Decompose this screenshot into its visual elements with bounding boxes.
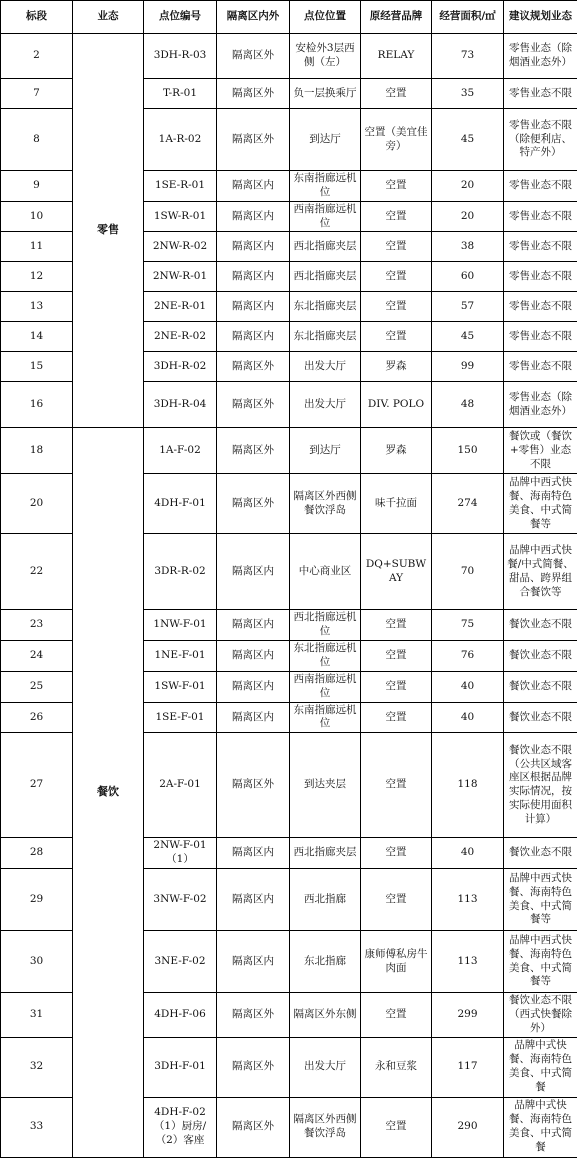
area-cell: 45	[432, 322, 504, 352]
zone-cell: 隔离区内	[217, 171, 290, 202]
site-code-cell: 2NE-R-02	[144, 322, 217, 352]
plan-cell: 零售业态（除烟酒业态外）	[504, 382, 577, 428]
zone-cell: 隔离区外	[217, 79, 290, 109]
plan-cell: 零售业态不限	[504, 79, 577, 109]
zone-cell: 隔离区外	[217, 733, 290, 838]
brand-cell: DIV. POLO	[361, 382, 432, 428]
location-cell: 中心商业区	[290, 534, 361, 610]
location-cell: 西北指廊夹层	[290, 838, 361, 869]
location-cell: 到达厅	[290, 109, 361, 171]
site-code-cell: 3DR-R-02	[144, 534, 217, 610]
area-cell: 75	[432, 610, 504, 641]
plan-cell: 餐饮或（餐饮+零售）业态不限	[504, 428, 577, 474]
brand-cell: 味千拉面	[361, 474, 432, 534]
site-code-cell: 4DH-F-06	[144, 993, 217, 1038]
plan-cell: 品牌中式快餐、海南特色美食、中式简餐	[504, 1037, 577, 1097]
site-code-cell: 3DH-R-02	[144, 352, 217, 382]
plan-cell: 零售业态不限（除便利店、特产外）	[504, 109, 577, 171]
site-code-cell: 1A-R-02	[144, 109, 217, 171]
area-cell: 35	[432, 79, 504, 109]
segment-cell: 31	[1, 993, 73, 1038]
site-code-cell: 3DH-R-04	[144, 382, 217, 428]
brand-cell: 永和豆浆	[361, 1037, 432, 1097]
site-code-cell: 2NE-R-01	[144, 292, 217, 322]
header-plan: 建议规划业态	[504, 1, 577, 34]
plan-cell: 零售业态不限	[504, 201, 577, 232]
segment-cell: 24	[1, 641, 73, 672]
brand-cell: 空置	[361, 838, 432, 869]
zone-cell: 隔离区内	[217, 869, 290, 931]
segment-cell: 32	[1, 1037, 73, 1097]
segment-cell: 8	[1, 109, 73, 171]
site-code-cell: 1SE-R-01	[144, 171, 217, 202]
zone-cell: 隔离区内	[217, 292, 290, 322]
zone-cell: 隔离区内	[217, 641, 290, 672]
site-code-cell: 2A-F-01	[144, 733, 217, 838]
brand-cell: DQ+SUBWAY	[361, 534, 432, 610]
zone-cell: 隔离区外	[217, 352, 290, 382]
zone-cell: 隔离区外	[217, 34, 290, 79]
location-cell: 西南指廊远机位	[290, 671, 361, 702]
location-cell: 隔离区外东侧	[290, 993, 361, 1038]
location-cell: 到达厅	[290, 428, 361, 474]
brand-cell: 罗森	[361, 428, 432, 474]
location-cell: 东南指廊远机位	[290, 702, 361, 733]
plan-cell: 餐饮业态不限（西式快餐除外）	[504, 993, 577, 1038]
zone-cell: 隔离区内	[217, 262, 290, 292]
plan-cell: 品牌中西式快餐/中式简餐、甜品、跨界组合餐饮等	[504, 534, 577, 610]
segment-cell: 11	[1, 232, 73, 262]
brand-cell: 空置	[361, 232, 432, 262]
segment-cell: 12	[1, 262, 73, 292]
area-cell: 40	[432, 671, 504, 702]
segment-cell: 23	[1, 610, 73, 641]
brand-cell: 空置	[361, 322, 432, 352]
plan-cell: 品牌中式快餐、海南特色美食、中式简餐	[504, 1097, 577, 1157]
zone-cell: 隔离区内	[217, 702, 290, 733]
zone-cell: 隔离区内	[217, 201, 290, 232]
location-cell: 出发大厅	[290, 1037, 361, 1097]
plan-cell: 餐饮业态不限	[504, 641, 577, 672]
zone-cell: 隔离区外	[217, 382, 290, 428]
zone-cell: 隔离区外	[217, 428, 290, 474]
brand-cell: 空置	[361, 201, 432, 232]
area-cell: 73	[432, 34, 504, 79]
area-cell: 20	[432, 201, 504, 232]
site-code-cell: 1NW-F-01	[144, 610, 217, 641]
segment-cell: 2	[1, 34, 73, 79]
header-zone: 隔离区内外	[217, 1, 290, 34]
site-code-cell: 2NW-F-01（1）	[144, 838, 217, 869]
zone-cell: 隔离区外	[217, 474, 290, 534]
plan-cell: 零售业态不限	[504, 352, 577, 382]
brand-cell: 空置	[361, 641, 432, 672]
location-cell: 安检外3层西侧（左）	[290, 34, 361, 79]
location-cell: 到达夹层	[290, 733, 361, 838]
plan-cell: 餐饮业态不限	[504, 671, 577, 702]
brand-cell: 空置	[361, 171, 432, 202]
table-row	[1, 34, 577, 79]
site-code-cell: 1NE-F-01	[144, 641, 217, 672]
segment-cell: 10	[1, 201, 73, 232]
segment-cell: 28	[1, 838, 73, 869]
site-code-cell: T-R-01	[144, 79, 217, 109]
zone-cell: 隔离区内	[217, 610, 290, 641]
segment-cell: 33	[1, 1097, 73, 1157]
segment-cell: 26	[1, 702, 73, 733]
header-site-code: 点位编号	[144, 1, 217, 34]
brand-cell: 空置	[361, 292, 432, 322]
brand-cell: 空置	[361, 610, 432, 641]
brand-cell: 康师傅私房牛肉面	[361, 931, 432, 993]
segment-cell: 7	[1, 79, 73, 109]
site-code-cell: 3DH-F-01	[144, 1037, 217, 1097]
brand-cell: 空置	[361, 1097, 432, 1157]
area-cell: 99	[432, 352, 504, 382]
location-cell: 东北指廊夹层	[290, 292, 361, 322]
category-cell: 零售	[73, 34, 144, 428]
area-cell: 38	[432, 232, 504, 262]
segment-cell: 22	[1, 534, 73, 610]
zone-cell: 隔离区外	[217, 109, 290, 171]
plan-cell: 餐饮业态不限	[504, 702, 577, 733]
brand-cell: 空置	[361, 993, 432, 1038]
brand-cell: 空置	[361, 702, 432, 733]
segment-cell: 27	[1, 733, 73, 838]
segment-cell: 15	[1, 352, 73, 382]
site-code-cell: 3NW-F-02	[144, 869, 217, 931]
brand-cell: 空置	[361, 79, 432, 109]
brand-cell: 空置	[361, 671, 432, 702]
area-cell: 299	[432, 993, 504, 1038]
location-cell: 出发大厅	[290, 352, 361, 382]
area-cell: 76	[432, 641, 504, 672]
area-cell: 113	[432, 869, 504, 931]
area-cell: 57	[432, 292, 504, 322]
area-cell: 45	[432, 109, 504, 171]
site-code-cell: 1SE-F-01	[144, 702, 217, 733]
brand-cell: 罗森	[361, 352, 432, 382]
zone-cell: 隔离区外	[217, 1037, 290, 1097]
area-cell: 117	[432, 1037, 504, 1097]
segment-cell: 16	[1, 382, 73, 428]
plan-cell: 零售业态不限	[504, 322, 577, 352]
site-code-cell: 4DH-F-01	[144, 474, 217, 534]
plan-cell: 零售业态不限	[504, 232, 577, 262]
area-cell: 290	[432, 1097, 504, 1157]
location-cell: 东北指廊	[290, 931, 361, 993]
segment-cell: 14	[1, 322, 73, 352]
brand-cell: 空置	[361, 262, 432, 292]
plan-cell: 品牌中西式快餐、海南特色美食、中式简餐等	[504, 474, 577, 534]
plan-cell: 品牌中西式快餐、海南特色美食、中式简餐等	[504, 869, 577, 931]
site-code-cell: 1SW-R-01	[144, 201, 217, 232]
table-row	[1, 428, 577, 474]
segment-cell: 29	[1, 869, 73, 931]
segment-cell: 30	[1, 931, 73, 993]
header-segment: 标段	[1, 1, 73, 34]
brand-cell: 空置	[361, 869, 432, 931]
zone-cell: 隔离区内	[217, 838, 290, 869]
zone-cell: 隔离区内	[217, 931, 290, 993]
location-cell: 西北指廊夹层	[290, 262, 361, 292]
zone-cell: 隔离区内	[217, 671, 290, 702]
header-area: 经营面积/㎡	[432, 1, 504, 34]
category-cell: 餐饮	[73, 428, 144, 1157]
location-cell: 东北指廊夹层	[290, 322, 361, 352]
location-cell: 东北指廊远机位	[290, 641, 361, 672]
zone-cell: 隔离区内	[217, 534, 290, 610]
site-code-cell: 1SW-F-01	[144, 671, 217, 702]
segment-cell: 13	[1, 292, 73, 322]
plan-cell: 零售业态不限	[504, 262, 577, 292]
location-cell: 隔离区外西侧餐饮浮岛	[290, 474, 361, 534]
location-cell: 西北指廊远机位	[290, 610, 361, 641]
location-cell: 负一层换乘厅	[290, 79, 361, 109]
location-cell: 出发大厅	[290, 382, 361, 428]
area-cell: 40	[432, 838, 504, 869]
area-cell: 118	[432, 733, 504, 838]
header-category: 业态	[73, 1, 144, 34]
segment-cell: 25	[1, 671, 73, 702]
area-cell: 40	[432, 702, 504, 733]
plan-cell: 零售业态不限	[504, 292, 577, 322]
zone-cell: 隔离区外	[217, 993, 290, 1038]
area-cell: 60	[432, 262, 504, 292]
site-code-cell: 3DH-R-03	[144, 34, 217, 79]
site-code-cell: 2NW-R-01	[144, 262, 217, 292]
location-cell: 西北指廊夹层	[290, 232, 361, 262]
zone-cell: 隔离区外	[217, 1097, 290, 1157]
site-code-cell: 4DH-F-02（1）厨房/（2）客座	[144, 1097, 217, 1157]
site-code-cell: 2NW-R-02	[144, 232, 217, 262]
location-cell: 西北指廊	[290, 869, 361, 931]
brand-cell: 空置	[361, 733, 432, 838]
segment-cell: 9	[1, 171, 73, 202]
plan-cell: 餐饮业态不限（公共区域客座区根据品牌实际情况，按实际使用面积计算）	[504, 733, 577, 838]
site-code-cell: 1A-F-02	[144, 428, 217, 474]
plan-cell: 零售业态不限	[504, 171, 577, 202]
location-cell: 隔离区外西侧餐饮浮岛	[290, 1097, 361, 1157]
zone-cell: 隔离区内	[217, 322, 290, 352]
header-location: 点位位置	[290, 1, 361, 34]
area-cell: 70	[432, 534, 504, 610]
header-row	[1, 1, 577, 34]
area-cell: 150	[432, 428, 504, 474]
brand-cell: 空置（美宜佳旁）	[361, 109, 432, 171]
site-code-cell: 3NE-F-02	[144, 931, 217, 993]
area-cell: 48	[432, 382, 504, 428]
header-brand: 原经营品牌	[361, 1, 432, 34]
area-cell: 20	[432, 171, 504, 202]
plan-cell: 品牌中西式快餐、海南特色美食、中式简餐等	[504, 931, 577, 993]
segment-cell: 18	[1, 428, 73, 474]
plan-cell: 餐饮业态不限	[504, 838, 577, 869]
zone-cell: 隔离区内	[217, 232, 290, 262]
plan-cell: 餐饮业态不限	[504, 610, 577, 641]
segment-cell: 20	[1, 474, 73, 534]
location-cell: 西南指廊远机位	[290, 201, 361, 232]
location-cell: 东南指廊远机位	[290, 171, 361, 202]
plan-cell: 零售业态（除烟酒业态外）	[504, 34, 577, 79]
area-cell: 113	[432, 931, 504, 993]
brand-cell: RELAY	[361, 34, 432, 79]
area-cell: 274	[432, 474, 504, 534]
